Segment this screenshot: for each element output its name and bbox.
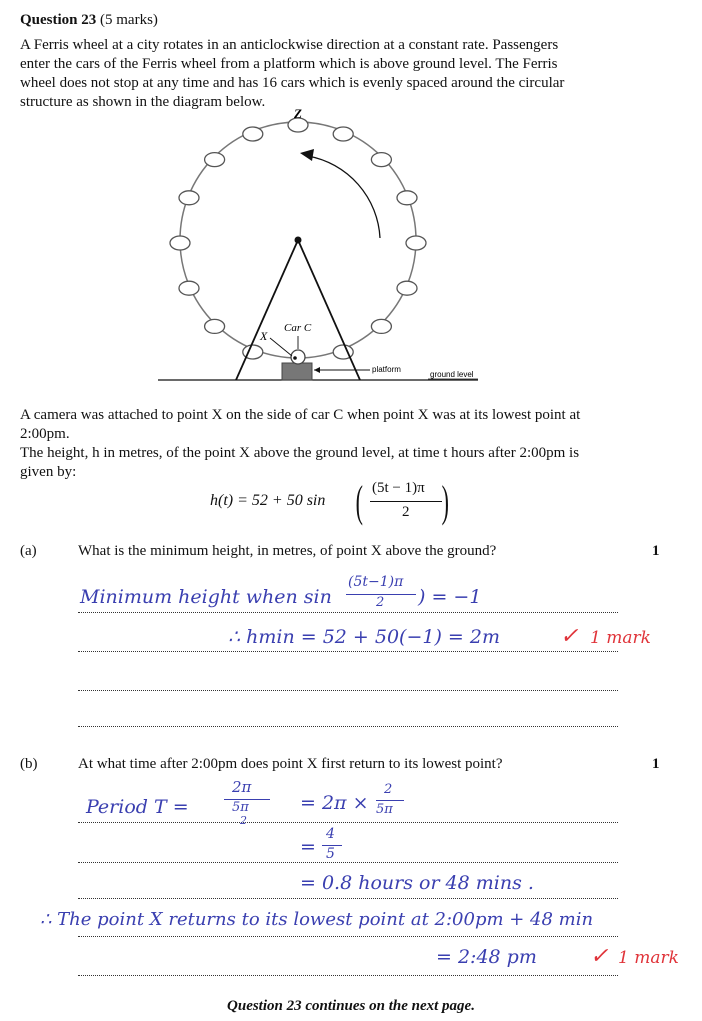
intro-line: structure as shown in the diagram below. xyxy=(20,94,266,110)
part-b-label: (b) xyxy=(20,756,38,772)
platform xyxy=(282,363,312,380)
formula-paren-open: ( xyxy=(355,477,363,526)
wheel-car xyxy=(179,281,199,295)
intro-line: enter the cars of the Ferris wheel from a platform which is above ground level. The Ferris xyxy=(20,56,558,72)
part-b-period-num: 2π xyxy=(232,778,252,796)
label-platform: platform xyxy=(372,365,401,374)
part-a-answer-line2: ∴ hmin = 52 + 50(−1) = 2m xyxy=(228,626,500,648)
part-b-period-label: Period T = xyxy=(86,796,189,818)
part-b-tick-note: 1 mark xyxy=(618,948,679,968)
intro-line: wheel does not stop at any time and has 16 cars which is evenly spaced around the circular xyxy=(20,75,565,91)
ferris-wheel-diagram xyxy=(158,108,488,388)
part-b-mult-bar xyxy=(376,800,404,801)
camera-line: The height, h in metres, of the point X above the ground level, at time t hours after 2:00pm is xyxy=(20,445,580,461)
answer-line xyxy=(78,936,618,937)
intro-line: A Ferris wheel at a city rotates in an anticlockwise direction at a constant rate. Passengers xyxy=(20,37,559,53)
wheel-car xyxy=(371,319,391,333)
label-ground-level: ground level xyxy=(430,370,474,379)
part-b-question: At what time after 2:00pm does point X first return to its lowest point? xyxy=(78,756,503,772)
wheel-car xyxy=(333,127,353,141)
part-a-label: (a) xyxy=(20,543,37,559)
platform-pointer-head xyxy=(314,367,320,373)
wheel-car xyxy=(205,319,225,333)
part-b-period-eq: = 2π × xyxy=(300,792,369,814)
part-a-marks: 1 xyxy=(652,543,660,559)
part-a-tick-note: 1 mark xyxy=(590,628,651,648)
part-b-line2-num: 4 xyxy=(326,826,335,842)
label-car-c: Car C xyxy=(284,322,312,334)
part-b-line2-den: 5 xyxy=(326,846,335,862)
camera-line: A camera was attached to point X on the side of car C when point X was at its lowest point at xyxy=(20,407,581,423)
question-marks: (5 marks) xyxy=(100,12,158,28)
wheel-car xyxy=(170,236,190,250)
answer-line xyxy=(78,651,618,652)
formula-lhs: h(t) = 52 + 50 sin xyxy=(210,492,326,509)
answer-line xyxy=(78,726,618,727)
part-a-answer-line1-end: ) = −1 xyxy=(418,586,482,608)
answer-line xyxy=(78,612,618,613)
part-b-line5: = 2:48 pm xyxy=(436,946,537,968)
car-c xyxy=(291,350,305,364)
question-number: Question 23 xyxy=(20,12,97,28)
continuation-footer: Question 23 continues on the next page. xyxy=(227,998,475,1014)
answer-line xyxy=(78,862,618,863)
part-a-answer-line1: Minimum height when sin xyxy=(80,586,332,608)
part-b-period-den-bottom: 2 xyxy=(240,814,247,827)
height-formula xyxy=(210,478,470,528)
question-intro xyxy=(20,36,620,112)
formula-denominator: 2 xyxy=(402,504,410,520)
support-left-leg xyxy=(236,240,298,380)
wheel-car xyxy=(205,153,225,167)
answer-line xyxy=(78,690,618,691)
camera-description xyxy=(20,406,630,482)
label-x: X xyxy=(260,329,268,343)
camera-line: given by: xyxy=(20,464,77,480)
question-heading xyxy=(20,12,158,29)
formula-fraction-bar xyxy=(370,501,442,502)
x-pointer xyxy=(270,338,292,356)
support-right-leg xyxy=(298,240,360,380)
part-b-line3: = 0.8 hours or 48 mins . xyxy=(300,872,534,894)
part-a-tick: ✓ xyxy=(560,624,579,649)
part-b-line4: ∴ The point X returns to its lowest point at 2:00pm + 48 min xyxy=(40,909,594,930)
part-a-answer-frac-num: (5t−1)π xyxy=(348,574,404,590)
part-b-period-den-top: 5π xyxy=(232,800,249,815)
hub xyxy=(295,237,302,244)
wheel-car xyxy=(397,191,417,205)
point-x-marker xyxy=(293,356,297,360)
part-b-mult-num: 2 xyxy=(384,782,393,797)
part-a-question: What is the minimum height, in metres, of point X above the ground? xyxy=(78,543,497,559)
part-b-tick: ✓ xyxy=(590,944,609,969)
rotation-arrowhead xyxy=(300,149,314,161)
part-a-answer-frac-den: 2 xyxy=(376,595,385,610)
wheel-car xyxy=(406,236,426,250)
answer-line xyxy=(78,822,618,823)
formula-paren-close: ) xyxy=(441,477,449,526)
wheel-car xyxy=(179,191,199,205)
wheel-car xyxy=(397,281,417,295)
part-b-line2-eq: = xyxy=(300,836,316,858)
wheel-car xyxy=(371,153,391,167)
answer-line xyxy=(78,975,618,976)
formula-numerator: (5t − 1)π xyxy=(372,480,425,496)
label-z: Z xyxy=(294,108,302,121)
answer-line xyxy=(78,898,618,899)
wheel-car xyxy=(243,127,263,141)
part-b-marks: 1 xyxy=(652,756,660,772)
camera-line: 2:00pm. xyxy=(20,426,70,442)
rotation-arrow xyxy=(308,156,380,238)
part-b-mult-den: 5π xyxy=(376,802,393,817)
